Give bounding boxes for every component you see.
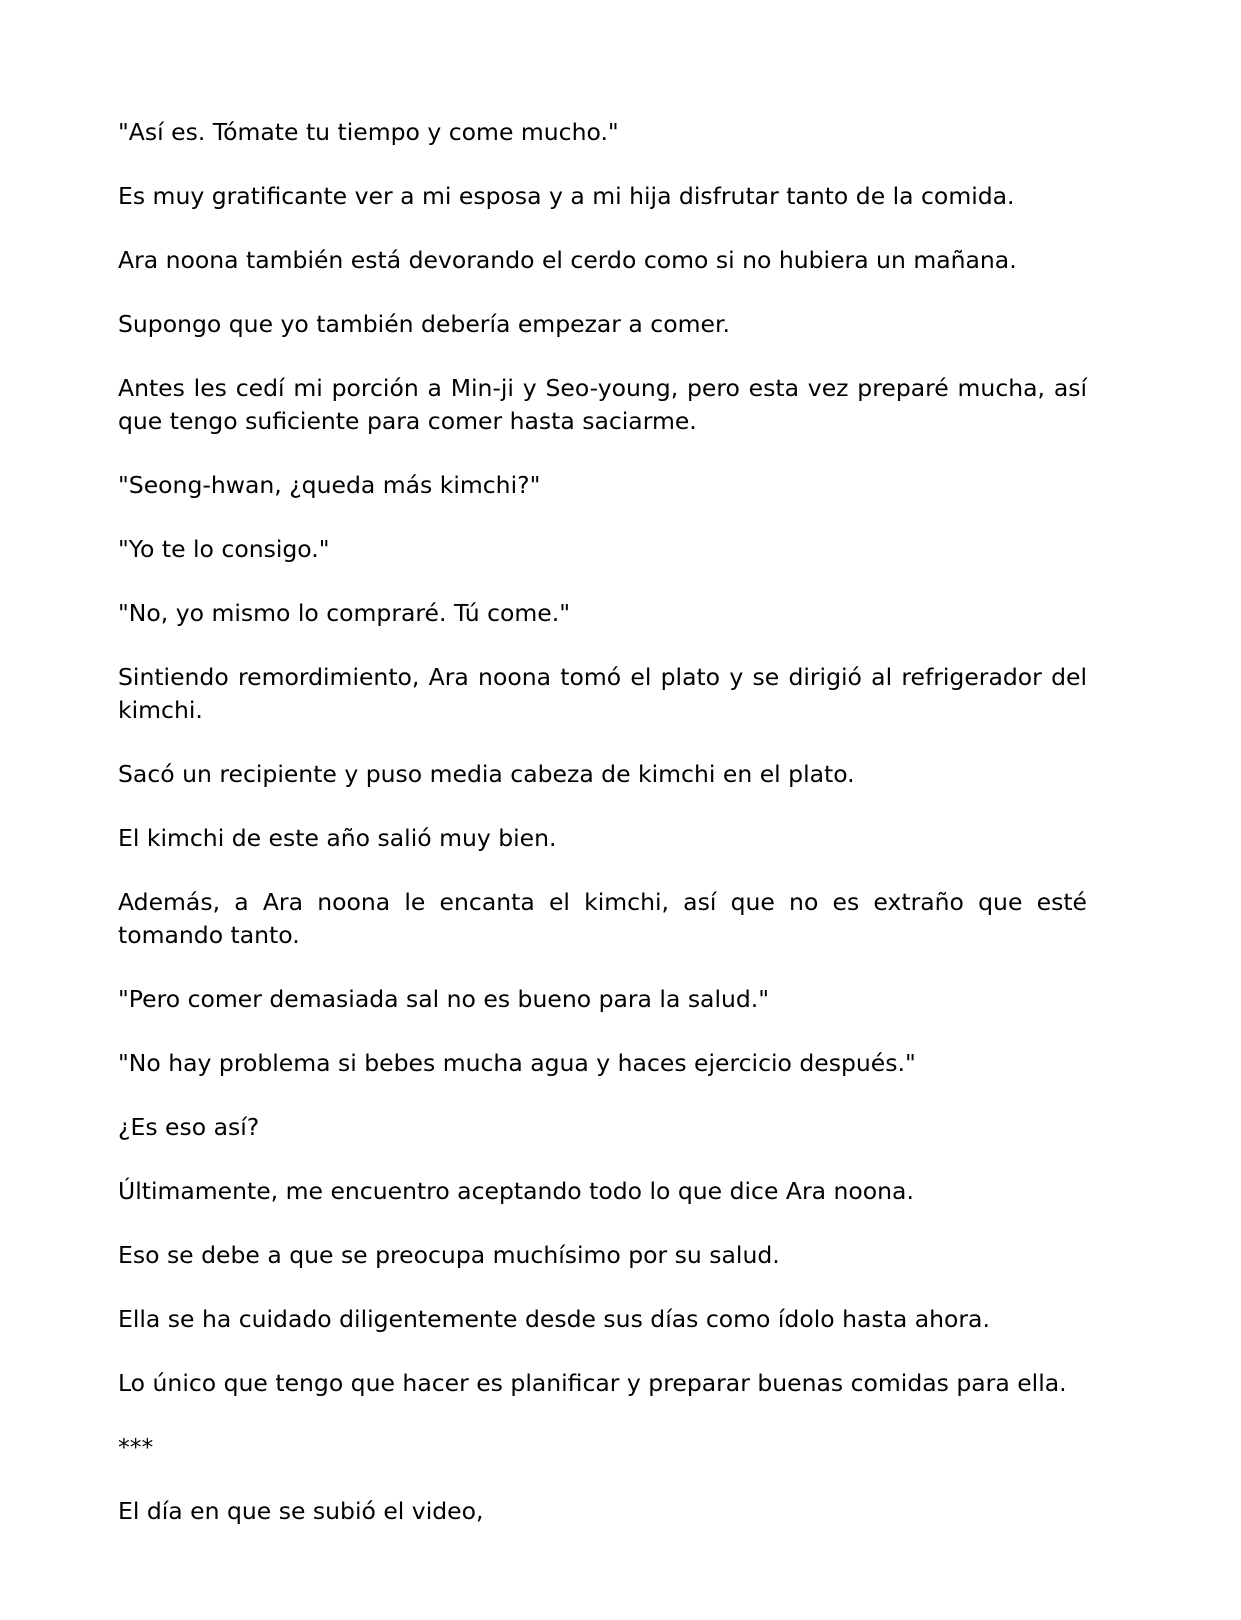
paragraph-11: El kimchi de este año salió muy bien. (118, 824, 557, 852)
paragraph-13: "Pero comer demasiada sal no es bueno para la salud." (118, 985, 770, 1013)
paragraph-9: Sintiendo remordimiento, Ara noona tomó el plato y se dirigió al refrigerador del kimchi. (118, 663, 1087, 724)
paragraph-6: "Seong-hwan, ¿queda más kimchi?" (118, 471, 541, 499)
paragraph-19: Lo único que tengo que hacer es planificar y preparar buenas comidas para ella. (118, 1369, 1067, 1397)
paragraph-20: El día en que se subió el video, (118, 1497, 484, 1525)
paragraph-2: Es muy gratificante ver a mi esposa y a mi hija disfrutar tanto de la comida. (118, 182, 1015, 210)
paragraph-14: "No hay problema si bebes mucha agua y haces ejercicio después." (118, 1049, 916, 1077)
paragraph-17: Eso se debe a que se preocupa muchísimo por su salud. (118, 1241, 780, 1269)
paragraph-15: ¿Es eso así? (118, 1113, 260, 1141)
paragraph-1: "Así es. Tómate tu tiempo y come mucho." (118, 118, 619, 146)
scene-break: *** (118, 1433, 154, 1461)
paragraph-3: Ara noona también está devorando el cerdo como si no hubiera un mañana. (118, 246, 1017, 274)
paragraph-10: Sacó un recipiente y puso media cabeza de kimchi en el plato. (118, 760, 855, 788)
paragraph-5: Antes les cedí mi porción a Min-ji y Seo-young, pero esta vez preparé mucha, así que tengo suficiente para comer hasta saciarme. (118, 374, 1087, 435)
paragraph-12: Además, a Ara noona le encanta el kimchi, así que no es extraño que esté tomando tanto. (118, 888, 1087, 949)
paragraph-7: "Yo te lo consigo." (118, 535, 330, 563)
paragraph-4: Supongo que yo también debería empezar a comer. (118, 310, 730, 338)
paragraph-18: Ella se ha cuidado diligentemente desde sus días como ídolo hasta ahora. (118, 1305, 990, 1333)
paragraph-8: "No, yo mismo lo compraré. Tú come." (118, 599, 571, 627)
body-text (118, 116, 1087, 1559)
paragraph-16: Últimamente, me encuentro aceptando todo lo que dice Ara noona. (118, 1177, 914, 1205)
